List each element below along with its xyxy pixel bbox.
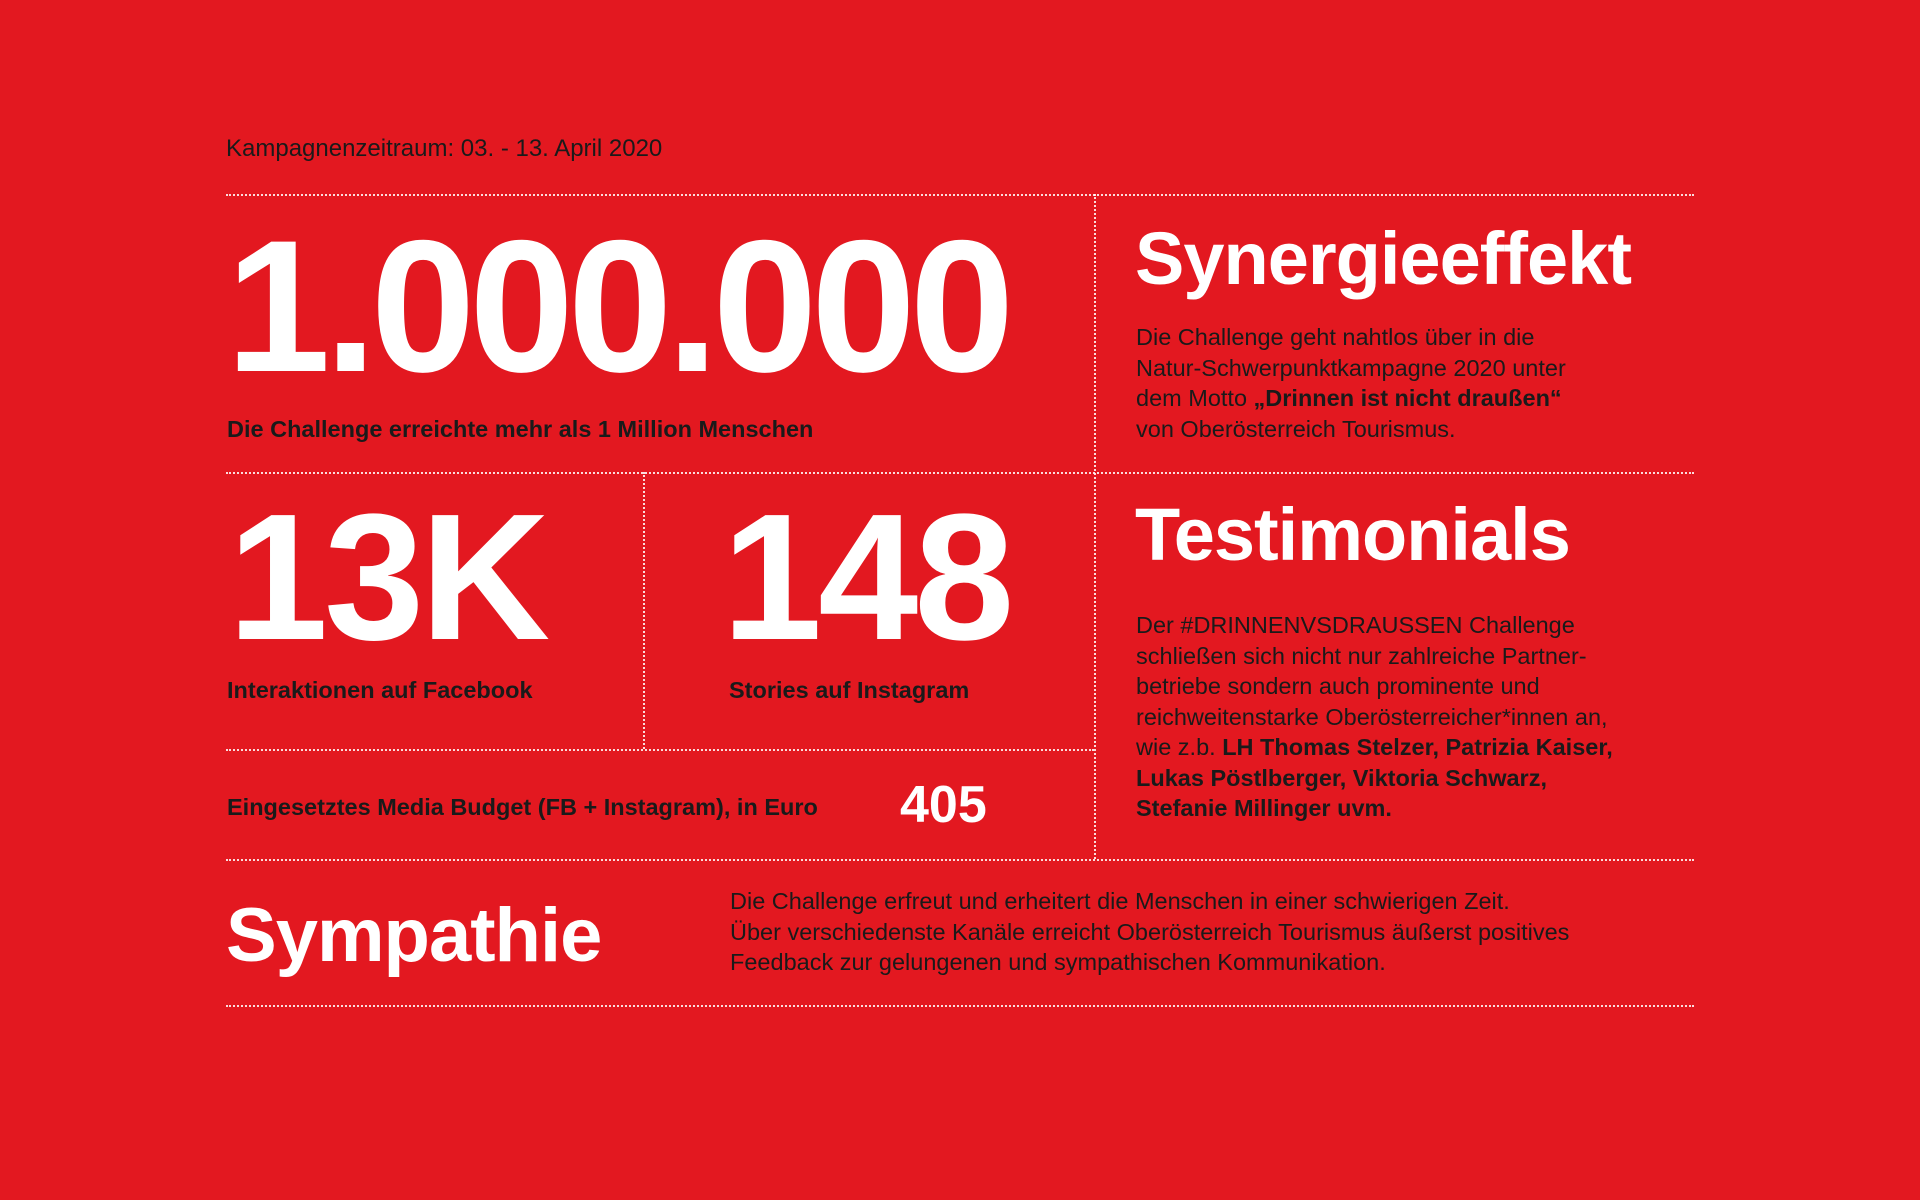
divider-top [226,194,1694,196]
reach-caption: Die Challenge erreichte mehr als 1 Million Menschen [227,416,814,442]
synergy-motto: „Drinnen ist nicht draußen“ [1253,385,1562,411]
testimonials-line-3: betriebe sondern auch prominente und [1136,673,1540,699]
divider-row-2 [226,749,1094,751]
divider-column-main [1094,194,1096,859]
facebook-value: 13K [228,477,547,678]
synergy-line-3-text: dem Motto [1136,385,1254,411]
synergy-line-4: von Oberösterreich Tourismus. [1136,415,1456,442]
synergy-heading: Synergieeffekt [1135,217,1631,300]
testimonials-text [1136,610,1676,824]
sympathy-line-1: Die Challenge erfreut und erheitert die Menschen in einer schwierigen Zeit. [730,888,1510,914]
sympathy-heading: Sympathie [226,893,602,978]
divider-row-1 [226,472,1694,474]
synergy-line-2: Natur-Schwerpunktkampagne 2020 unter [1136,354,1566,381]
instagram-caption: Stories auf Instagram [729,677,970,703]
synergy-line-1: Die Challenge geht nahtlos über in die [1136,324,1535,350]
synergy-text [1136,322,1656,444]
testimonials-line-1: Der #DRINNENVSDRAUSSEN Challenge [1136,612,1575,638]
budget-label: Eingesetztes Media Budget (FB + Instagram), in Euro [227,794,818,820]
testimonials-names-2: Lukas Pöstlberger, Viktoria Schwarz, [1136,764,1547,791]
testimonials-line-6 [1136,763,1676,794]
budget-value: 405 [900,776,987,834]
testimonials-heading: Testimonials [1135,493,1570,576]
facebook-caption: Interaktionen auf Facebook [227,677,533,703]
sympathy-line-3: Feedback zur gelungenen und sympathischen Kommunikation. [730,949,1386,975]
testimonials-names-3: Stefanie Millinger uvm. [1136,795,1392,821]
sympathy-line-2: Über verschiedenste Kanäle erreicht Oberösterreich Tourismus äußerst positives [730,918,1570,945]
sympathy-text [730,886,1730,978]
divider-bottom [226,1005,1694,1007]
synergy-line-3 [1136,383,1656,414]
divider-column-stats [643,472,645,749]
instagram-value: 148 [722,477,1011,678]
testimonials-line-5 [1136,732,1676,763]
testimonials-line-2: schließen sich nicht nur zahlreiche Partner- [1136,642,1587,669]
testimonials-line-7 [1136,793,1676,824]
testimonials-line-5-text: wie z.b. [1136,734,1223,760]
divider-row-3 [226,859,1694,861]
testimonials-line-4: reichweitenstarke Oberösterreicher*innen an, [1136,703,1608,730]
testimonials-names-1: LH Thomas Stelzer, Patrizia Kaiser, [1222,734,1613,760]
reach-value: 1.000.000 [226,201,1009,411]
campaign-period: Kampagnenzeitraum: 03. - 13. April 2020 [226,135,663,162]
